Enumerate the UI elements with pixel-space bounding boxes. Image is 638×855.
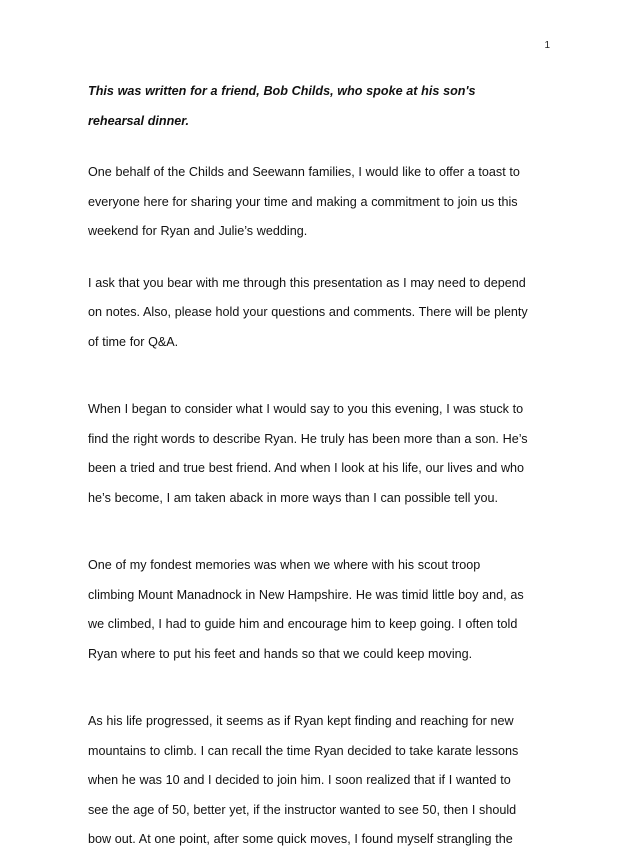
page-number: 1 bbox=[544, 40, 550, 51]
paragraph-line: of time for Q&A. bbox=[88, 334, 179, 349]
paragraph-line: been a tried and true best friend. And when I look at his life, our lives and who bbox=[88, 461, 525, 475]
paragraph-line: bow out. At one point, after some quick moves, I found myself strangling the bbox=[88, 832, 513, 846]
document-body bbox=[88, 77, 558, 855]
paragraph-line: climbing Mount Manadnock in New Hampshire. He was timid little boy and, as bbox=[88, 587, 524, 602]
paragraph-line: on notes. Also, please hold your questions and comments. There will be plenty bbox=[88, 305, 528, 319]
paragraph-notes bbox=[88, 269, 558, 358]
paragraph-scout-memory bbox=[88, 551, 558, 669]
paragraph-line: everyone here for sharing your time and making a commitment to join us this bbox=[88, 194, 518, 209]
paragraph-line: he’s become, I am taken aback in more ways than I can possible tell you. bbox=[88, 490, 498, 505]
paragraph-line: find the right words to describe Ryan. He truly has been more than a son. He’s bbox=[88, 431, 528, 446]
paragraph-line: One of my fondest memories was when we where with his scout troop bbox=[88, 558, 481, 572]
paragraph-line: As his life progressed, it seems as if Ryan kept finding and reaching for new bbox=[88, 714, 514, 728]
paragraph-toast bbox=[88, 158, 558, 247]
paragraph-karate bbox=[88, 707, 558, 855]
paragraph-line: I ask that you bear with me through this presentation as I may need to depend bbox=[88, 275, 526, 290]
paragraph-line: One behalf of the Childs and Seewann families, I would like to offer a toast to bbox=[88, 165, 520, 179]
paragraph-line: when he was 10 and I decided to join him. I soon realized that if I wanted to bbox=[88, 773, 511, 787]
paragraph-describe-ryan bbox=[88, 395, 558, 513]
intro-note bbox=[88, 77, 558, 136]
paragraph-line: When I began to consider what I would say to you this evening, I was stuck to bbox=[88, 402, 524, 416]
paragraph-line: see the age of 50, better yet, if the instructor wanted to see 50, then I should bbox=[88, 802, 517, 817]
paragraph-line: weekend for Ryan and Julie’s wedding. bbox=[88, 224, 308, 238]
paragraph-line: mountains to climb. I can recall the time Ryan decided to take karate lessons bbox=[88, 743, 519, 758]
paragraph-line: Ryan where to put his feet and hands so that we could keep moving. bbox=[88, 646, 473, 661]
intro-line: rehearsal dinner. bbox=[88, 113, 189, 128]
paragraph-line: we climbed, I had to guide him and encourage him to keep going. I often told bbox=[88, 617, 518, 631]
intro-line: This was written for a friend, Bob Childs, who spoke at his son's bbox=[88, 84, 476, 98]
